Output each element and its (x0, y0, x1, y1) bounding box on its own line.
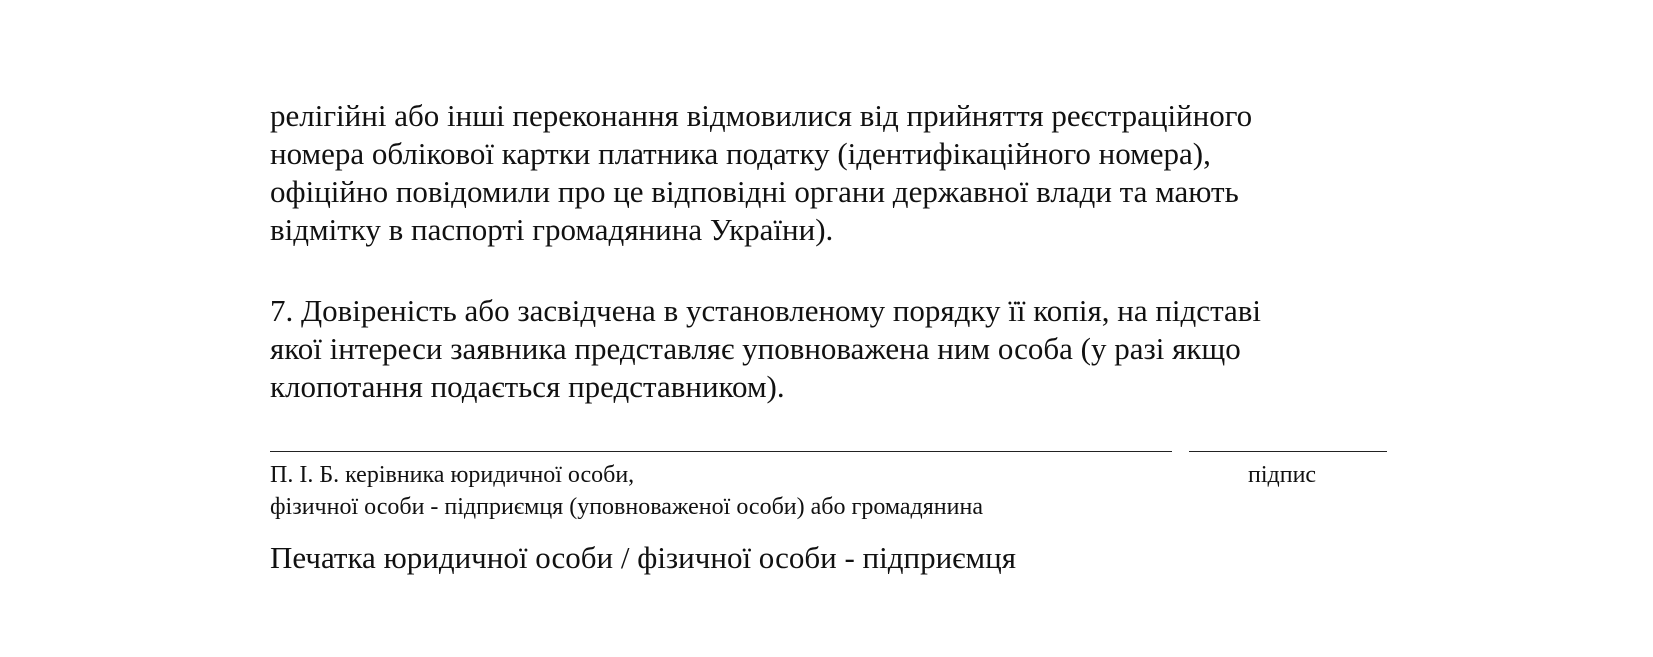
stamp-label: Печатка юридичної особи / фізичної особи - підприємця (270, 540, 1016, 575)
paragraph-line: 7. Довіреність або засвідчена в установленому порядку її копія, на підставі (270, 293, 1262, 328)
paragraph-line: номера облікової картки платника податку (ідентифікаційного номера), (270, 136, 1211, 171)
paragraph-item-7-power-of-attorney (270, 292, 1390, 406)
name-caption-line-2: фізичної особи - підприємця (уповноваженої особи) або громадянина (270, 494, 983, 520)
signature-caption: підпис (1248, 462, 1317, 488)
signature-blank-line (1189, 451, 1387, 452)
name-blank-line (270, 451, 1172, 452)
paragraph-refusal-note (270, 97, 1390, 249)
paragraph-line: офіційно повідомили про це відповідні органи державної влади та мають (270, 174, 1239, 209)
name-caption-line-1: П. І. Б. керівника юридичної особи, (270, 462, 635, 488)
paragraph-line: відмітку в паспорті громадянина України). (270, 212, 834, 247)
paragraph-line: релігійні або інші переконання відмовилися від прийняття реєстраційного (270, 98, 1253, 133)
paragraph-line: клопотання подається представником). (270, 369, 785, 404)
paragraph-line: якої інтереси заявника представляє уповноважена ним особа (у разі якщо (270, 331, 1241, 366)
